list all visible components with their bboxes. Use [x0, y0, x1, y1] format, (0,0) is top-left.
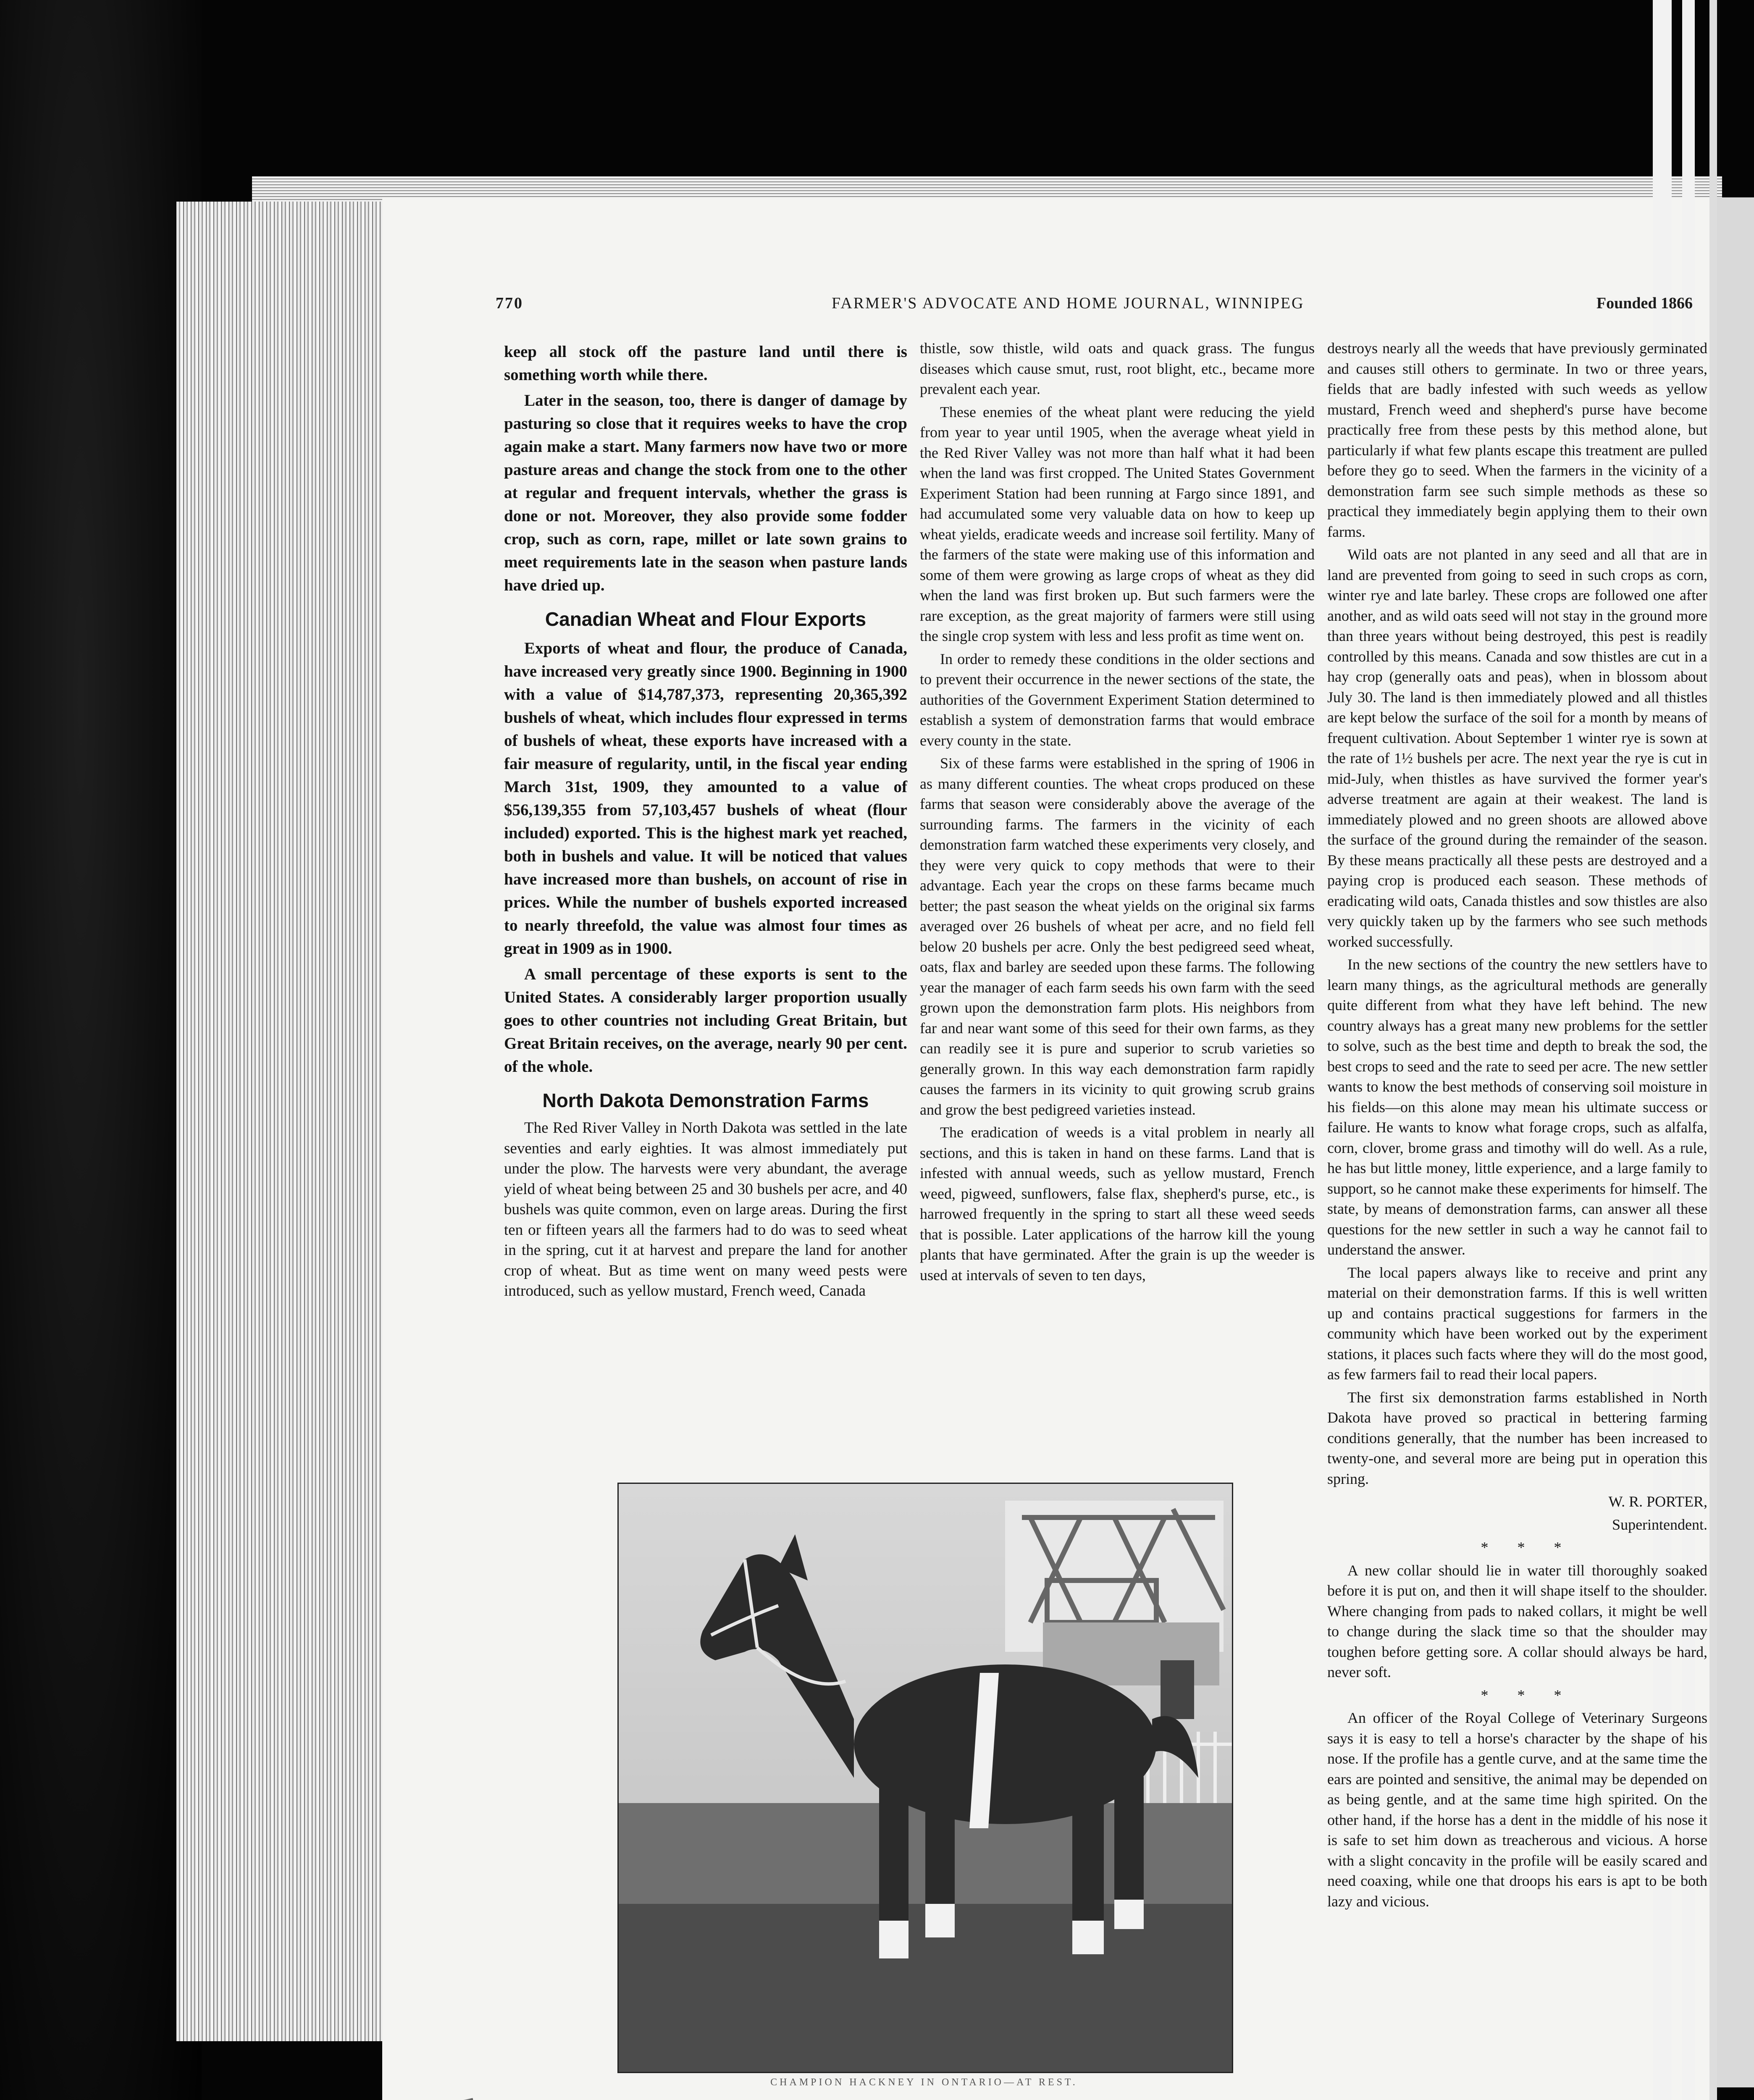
- section-heading: Canadian Wheat and Flour Exports: [545, 608, 866, 630]
- paragraph: In the new sections of the country the new settlers have to learn many things, as the agricultural methods are generally quite different from what they have left behind. The new country always has a great many new problems for the settler to solve, such as the best time and depth to break the sod, the best crops to seed and the rate to seed per acre. The new settler wants to know the best methods of conserving soil moisture in his fields—on this alone may mean his ultimate success or failure. He wants to know what forage crops, such as alfalfa, corn, clover, brome grass and timothy will do well. As a rule, he has but little money, little experience, and a large family to support, so he cannot make these experiments for himself. The state, by means of demonstration farms, can answer all these questions for the new settler in such a way he cannot fail to understand the answer.: [1327, 956, 1707, 1258]
- journal-title: FARMER'S ADVOCATE AND HOME JOURNAL, WINNIPEG: [832, 294, 1305, 312]
- separator-stars: * * *: [1481, 1686, 1574, 1704]
- paragraph: These enemies of the wheat plant were reducing the yield from year to year until 1905, when the average wheat yield in the Red River Valley was not more than half what it had been when the land was first cropped. The United States Government Experiment Station had been running at Fargo since 1891, and had accumulated some very valuable data on how to keep up wheat yields, eradicate weeds and increase soil fertility. Many of the farmers of the state were making use of this information and some of them were growing as large crops of wheat as they did when the land was first broken up. But such farmers were the rare exception, as the great majority of farmers were still using the single crop system with less and less profit as time went on.: [920, 403, 1315, 644]
- horse-photograph: [617, 1483, 1233, 2073]
- paragraph: A new collar should lie in water till thoroughly soaked before it is put on, and then it will shape itself to the shoulder. Where changing from pads to naked collars, it might be well to change during the slack time so that the shoulder may toughen before getting sore. A collar should always be hard, never soft.: [1327, 1562, 1707, 1680]
- founded-note: Founded 1866: [1596, 294, 1693, 312]
- paragraph: A small percentage of these exports is sent to the United States. A considerably larger proportion usually goes to other countries not including Great Britain, but Great Britain receives, on the average, nearly 90 per cent. of the whole.: [504, 965, 907, 1076]
- paragraph: The eradication of weeds is a vital problem in nearly all sections, and this is taken in hand on these farms. Land that is infested with annual weeds, such as yellow mustard, French weed, pigweed, sunflowers, false flax, shepherd's purse, etc., is harrowed frequently in the spring to start all these weed seeds that is possible. Later applications of the harrow kill the young plants that have germinated. After the grain is up the weeder is used at intervals of seven to ten days,: [920, 1124, 1315, 1284]
- paragraph: The Red River Valley in North Dakota was settled in the late seventies and early eighties. It was almost immediately put under the plow. The harvests were very abundant, the average yield of wheat being between 25 and 30 bushels per acre, and 40 bushels was quite common, even on large areas. During the first ten or fifteen years all the farmers had to do was to seed wheat in the spring, cut it at harvest and prepare the land for another crop of wheat. But as time went on many weed pests were introduced, such as yellow mustard, French weed, Canada: [504, 1119, 907, 1299]
- signature-title: Superintendent.: [1612, 1516, 1707, 1533]
- section-heading: North Dakota Demonstration Farms: [542, 1089, 869, 1111]
- column-1: [504, 340, 907, 1304]
- separator-stars: * * *: [1481, 1539, 1574, 1556]
- column-3: [1327, 338, 1707, 1914]
- paragraph: Six of these farms were established in the spring of 1906 in as many different counties. The wheat crops produced on these farms that season were considerably above the average of the surrounding farms. The farmers in the vicinity of each demonstration farm watched these experiments very closely, and they were very quick to copy methods that were to their advantage. Each year the crops on these farms became much better; the past season the wheat yields on the original six farms averaged over 26 bushels of wheat per acre, and no field fell below 20 bushels per acre. Only the best pedigreed seed wheat, oats, flax and barley are seeded upon these farms. The following year the manager of each farm seeds his own farm with the seed grown upon the demonstration farm plots. His neighbors from far and near want some of this seed for their own farms, as they can readily see it is pure and superior to scrub varieties so generally grown. In this way each demonstration farm rapidly causes the farmers in its vicinity to quit growing scrub grains and grow the best pedigreed varieties instead.: [920, 755, 1315, 1118]
- hackney-horse-image: [619, 1484, 1232, 2072]
- facing-page-sliver: [1714, 197, 1754, 2087]
- paragraph: In order to remedy these conditions in the older sections and to prevent their occurrence in the newer sections of the state, the authorities of the Government Experiment Station determined to establish a system of demonstration farms that would embrace every county in the state.: [920, 650, 1315, 749]
- signature-name: W. R. PORTER,: [1608, 1493, 1707, 1510]
- paragraph: keep all stock off the pasture land until there is something worth while there.: [504, 343, 907, 384]
- book-page-edges: [176, 202, 395, 2041]
- scanner-background: [0, 0, 202, 2100]
- paragraph: The first six demonstration farms established in North Dakota have proved so practical in bettering farming conditions generally, that the number has been increased to twenty-one, and several more are being put in operation this spring.: [1327, 1389, 1707, 1487]
- paragraph: Later in the season, too, there is danger of damage by pasturing so close that it requires weeks to have the crop again make a start. Many farmers now have two or more pasture areas and change the stock from one to the other at regular and frequent intervals, whether the grass is done or not. Moreover, they also provide some fodder crop, such as corn, rape, millet or late sown grains to meet requirements late in the season when pasture lands have dried up.: [504, 391, 907, 594]
- paragraph: Wild oats are not planted in any seed and all that are in land are prevented from going to seed in such crops as corn, winter rye and late barley. These crops are followed one after another, and as wild oats seed will not stay in the ground more than three years without being destroyed, this pest is readily controlled by this means. Canada and sow thistles are cut in a hay crop (generally oats and peas), when in blossom about July 30. The land is then immediately plowed and all thistles are kept below the surface of the soil for a month by means of frequent cultivation. About September 1 winter rye is sown at the rate of 1½ bushels per acre. The next year the rye is cut in mid-July, when thistles as have survived the former year's adverse treatment are again at their weakest. The land is immediately plowed and no green shoots are allowed above the surface of the ground during the remainder of the season. By these means practically all these pests are destroyed and a paying crop is produced each season. These methods of eradicating wild oats, Canada thistles and sow thistles are also very quickly taken up by the farmers who see such methods worked successfully.: [1327, 546, 1707, 950]
- figure-caption: CHAMPION HACKNEY IN ONTARIO—AT REST.: [770, 2077, 1078, 2088]
- paragraph: destroys nearly all the weeds that have previously germinated and causes still others to germinate. In two or three years, fields that are badly infested with such weeds as yellow mustard, French weed and shepherd's purse have become practically free from these pests by this method alone, but particularly if what few plants escape this treatment are pulled before they go to seed. When the farmers in the vicinity of a demonstration farm see such simple methods as these so practical they immediately begin applying them to their own farms.: [1327, 340, 1707, 540]
- scanner-bar: [1709, 0, 1717, 2100]
- column-2: [920, 338, 1315, 1288]
- paragraph: An officer of the Royal College of Veterinary Surgeons says it is easy to tell a horse's character by the shape of his nose. If the profile has a gentle curve, and at the same time the ears are pointed and sensitive, the animal may be depended on as being gentle, and at the same time high spirited. On the other hand, if the horse has a dent in the middle of his nose it is safe to set him down as treacherous and vicious. A horse with a slight concavity in the profile will be easily scared and need coaxing, while one that droops his ears is apt to be both lazy and vicious.: [1327, 1709, 1707, 1910]
- paragraph: thistle, sow thistle, wild oats and quack grass. The fungus diseases which cause smut, rust, root blight, etc., became more prevalent each year.: [920, 340, 1315, 397]
- page-number: 770: [496, 294, 523, 312]
- paragraph: The local papers always like to receive and print any material on their demonstration farms. If this is well written up and contains practical suggestions for farmers in the community which have been worked out by the experiment stations, it places such facts where they will do the most good, as few farmers fail to read their local papers.: [1327, 1264, 1707, 1383]
- running-head: [496, 294, 1693, 319]
- paragraph: Exports of wheat and flour, the produce of Canada, have increased very greatly since 1900. Beginning in 1900 with a value of $14,787,373, representing 20,365,392 bushels of wheat, which includes flour expressed in terms of bushels of wheat, these exports have increased with a fair measure of regularity, until, in the fiscal year ending March 31st, 1909, they amounted to a value of $56,139,355 from 57,103,457 bushels of wheat (flour included) exported. This is the highest mark yet reached, both in bushels and value. It will be noticed that values have increased more than bushels, on account of rise in prices. While the number of bushels exported increased to nearly threefold, the value was almost four times as great in 1909 as in 1900.: [504, 639, 907, 958]
